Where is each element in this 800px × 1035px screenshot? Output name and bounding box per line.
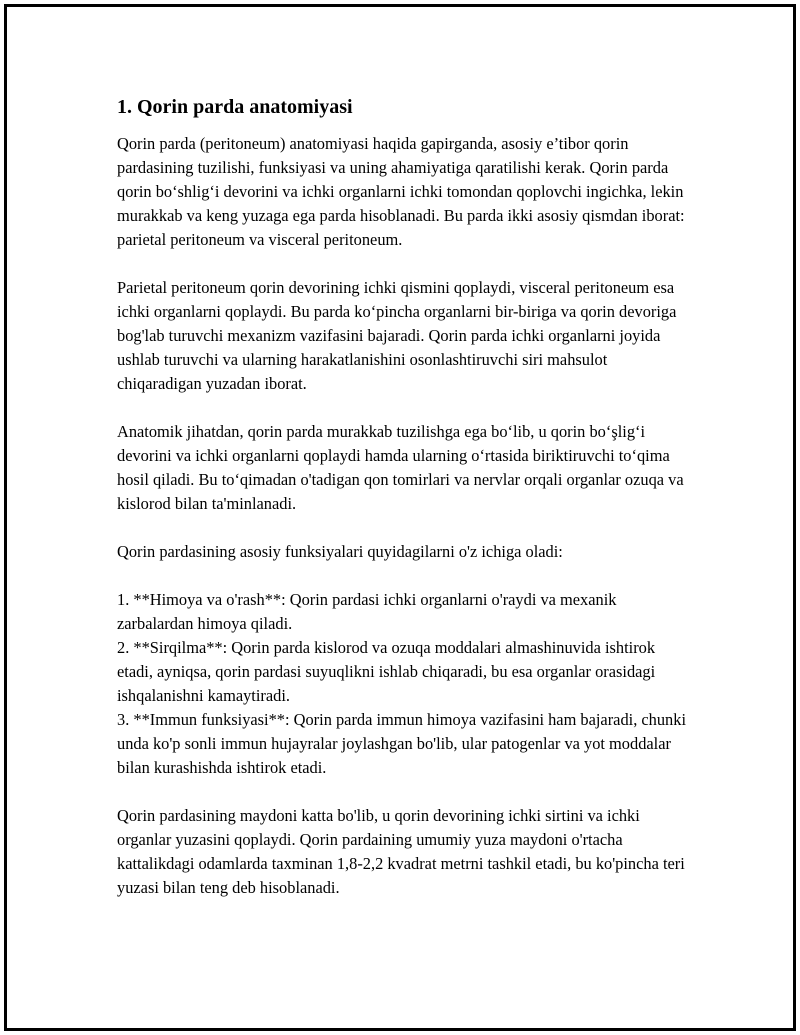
paragraph-closing: Qorin pardasining maydoni katta bo'lib, u qorin devorining ichki sirtini va ichki organlar yuzasini qoplaydi. Qorin pardaining umumiy yuza maydoni o'rtacha kattalikdagi odamlarda taxminan 1,8-2,2 kvadrat metrni tashkil etadi, bu ko'pincha teri yuzasi bilan teng deb hisoblanadi. — [117, 806, 685, 897]
paragraph-parietal: Parietal peritoneum qorin devorining ichki qismini qoplaydi, visceral peritoneum esa ichki organlarni qoplaydi. Bu parda ko‘pincha organlarni bir-biriga va qorin devoriga bog'lab turuvchi mexanizm vazifasini bajaradi. Qorin parda ichki organlarni joyida ushlab turuvchi va ularning harakatlanishini osonlashtiruvchi siri mahsulot chiqaradigan yuzadan iborat. — [117, 278, 677, 393]
document-title: 1. Qorin parda anatomiyasi — [117, 96, 353, 118]
paragraph-anatomic: Anatomik jihatdan, qorin parda murakkab tuzilishga ega bo‘lib, u qorin bo‘şlig‘i devorini va ichki organlarni qoplaydi hamda ularning o‘rtasida biriktiruvchi to‘qima hosil qiladi. Bu to‘qimadan o'tadigan qon tomirlari va nervlar orqali organlar ozuqa va kislorod bilan ta'minlanadi. — [117, 422, 684, 513]
paragraph-functions-intro: Qorin pardasining asosiy funksiyalari quyidagilarni o'z ichiga oladi: — [117, 542, 563, 561]
functions-list — [114, 588, 689, 780]
document-body — [114, 94, 689, 924]
list-item: 2. **Sirqilma**: Qorin parda kislorod va ozuqa moddalari almashinuvida ishtirok etadi, ayniqsa, qorin pardasi suyuqlikni ishlab chiqaradi, bu esa organlar orasidagi ishqalanishni kamaytiradi. — [117, 638, 656, 705]
paragraph-intro: Qorin parda (peritoneum) anatomiyasi haqida gapirganda, asosiy e’tibor qorin pardasining tuzilishi, funksiyasi va uning ahamiyatiga qaratilishi kerak. Qorin parda qorin bo‘shlig‘i devorini va ichki organlarni ichki tomondan qoplovchi ingichka, lekin murakkab va keng yuzaga ega parda hisoblanadi. Bu parda ikki asosiy qismdan iborat: parietal peritoneum va visceral peritoneum. — [117, 134, 685, 249]
list-item: 1. **Himoya va o'rash**: Qorin pardasi ichki organlarni o'raydi va mexanik zarbalardan himoya qiladi. — [117, 590, 617, 633]
list-item: 3. **Immun funksiyasi**: Qorin parda immun himoya vazifasini ham bajaradi, chunki unda ko'p sonli immun hujayralar joylashgan bo'lib, ular patogenlar va yot moddalar bilan kurashishda ishtirok etadi. — [117, 710, 686, 777]
